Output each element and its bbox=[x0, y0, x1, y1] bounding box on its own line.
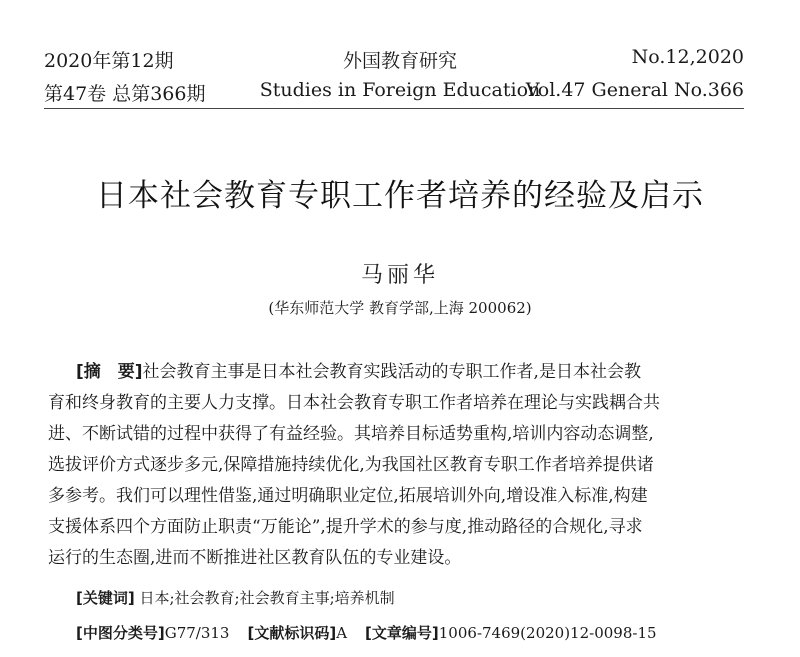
keywords-label: [关键词] bbox=[76, 589, 135, 607]
abstract-line: 运行的生态圈,进而不断推进社区教育队伍的专业建设。 bbox=[48, 548, 462, 568]
article-no-label: [文章编号] bbox=[365, 624, 439, 642]
volume-en: Vol.47 General No.366 bbox=[525, 79, 744, 101]
doc-code-label: [文献标识码] bbox=[247, 624, 337, 642]
journal-name-cn: 外国教育研究 bbox=[342, 50, 457, 72]
abstract-line: 育和终身教育的主要人力支撑。日本社会教育专职工作者培养在理论与实践耦合共 bbox=[48, 393, 660, 413]
abstract-line: [摘 要]社会教育主事是日本社会教育实践活动的专职工作者,是日本社会教 bbox=[76, 362, 641, 382]
volume-cn: 第47卷 总第366期 bbox=[44, 83, 206, 105]
journal-name-en: Studies in Foreign Education bbox=[259, 79, 541, 101]
issue-en: No.12,2020 bbox=[631, 46, 744, 68]
article-no-value: 1006-7469(2020)12-0098-15 bbox=[438, 624, 657, 642]
abstract-line: 支援体系四个方面防止职责“万能论”,提升学术的参与度,推动路径的合规化,寻求 bbox=[48, 517, 643, 537]
abstract-line: 进、不断试错的过程中获得了有益经验。其培养目标适势重构,培训内容动态调整, bbox=[48, 424, 654, 444]
abstract-line: 选拔评价方式逐步多元,保障措施持续优化,为我国社区教育专职工作者培养提供诸 bbox=[48, 455, 654, 475]
author-name: 马丽华 bbox=[360, 263, 439, 288]
clc-value: G77/313 bbox=[164, 624, 230, 642]
abstract-label: [摘 要] bbox=[76, 362, 143, 382]
clc-label: [中图分类号] bbox=[76, 624, 165, 642]
keywords bbox=[76, 587, 766, 608]
journal-header bbox=[0, 0, 800, 110]
author-affiliation: (华东师范大学 教育学部,上海 200062) bbox=[268, 299, 532, 317]
abstract-line: 多参考。我们可以理性借鉴,通过明确职业定位,拓展培训外向,增设准入标准,构建 bbox=[48, 486, 648, 506]
doc-code-value: A bbox=[336, 624, 348, 642]
article-title: 日本社会教育专职工作者培养的经验及启示 bbox=[96, 178, 704, 214]
keywords-value: 日本;社会教育;社会教育主事;培养机制 bbox=[139, 589, 395, 607]
header-divider bbox=[44, 108, 744, 109]
classification-info bbox=[76, 622, 766, 643]
issue-cn: 2020年第12期 bbox=[44, 50, 174, 72]
abstract bbox=[48, 357, 756, 574]
